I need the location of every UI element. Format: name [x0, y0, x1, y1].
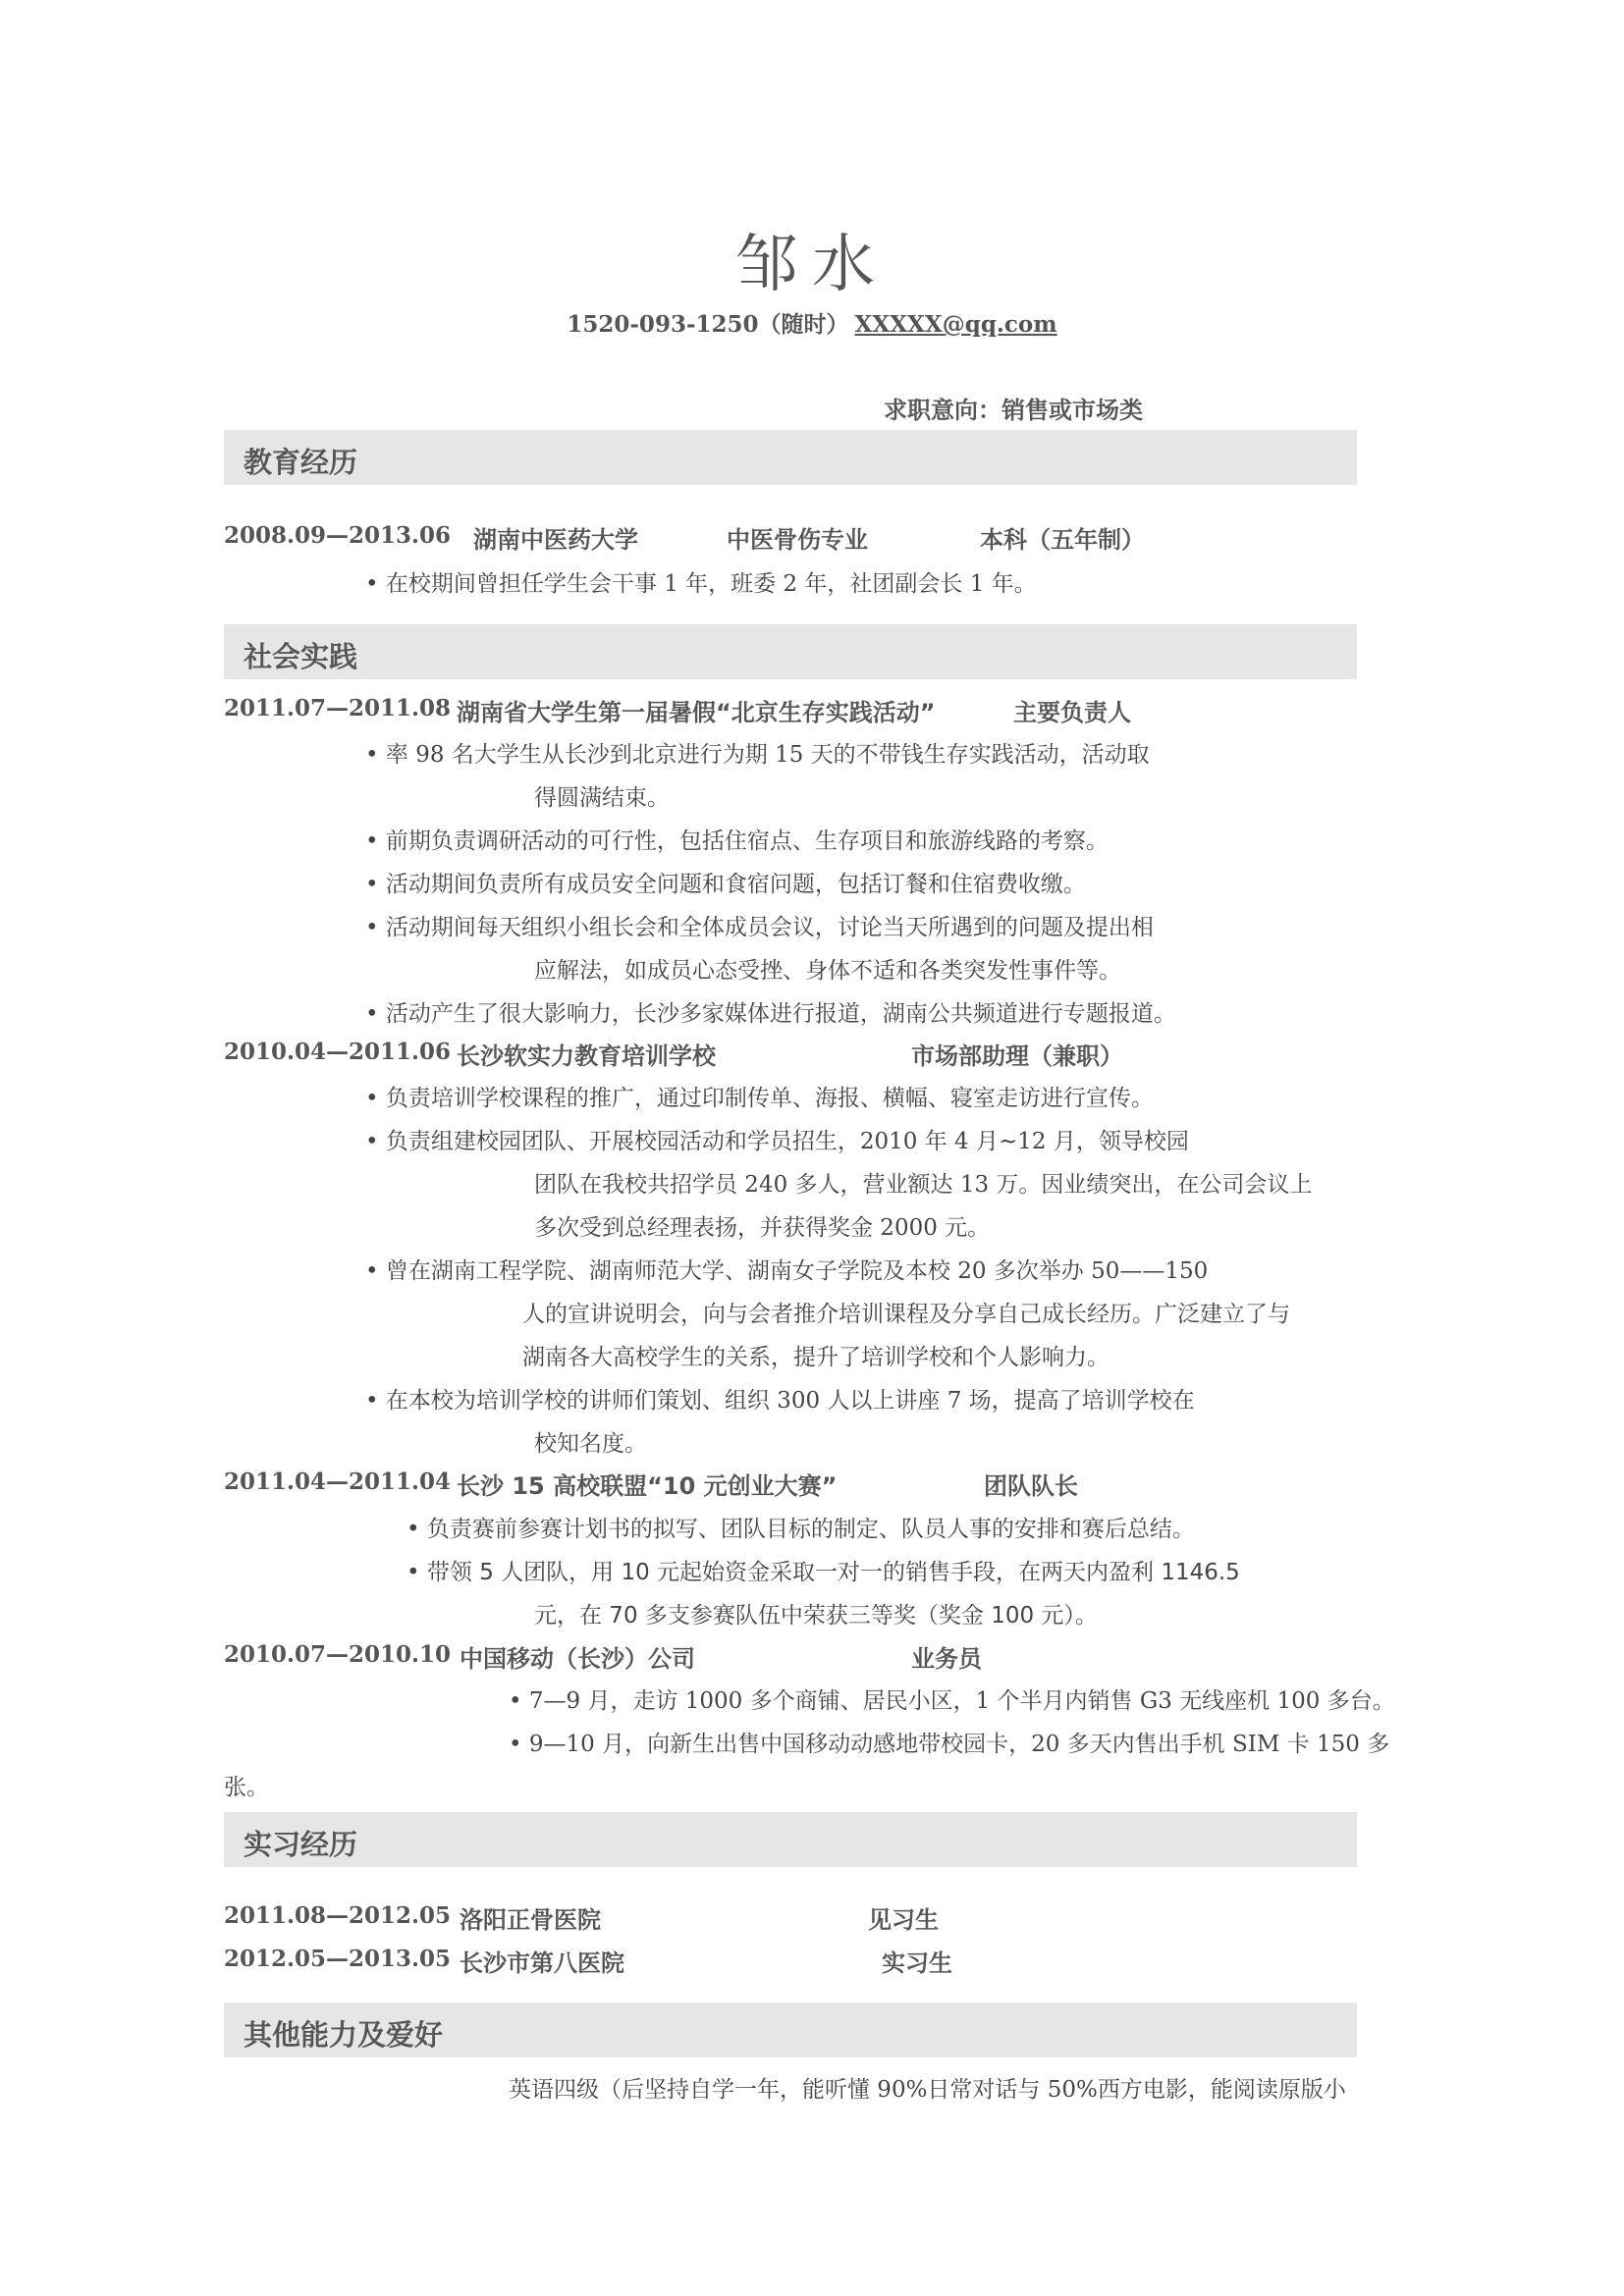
section-header-practice [224, 624, 1357, 679]
bullet-text: • 率 98 名大学生从长沙到北京进行为期 15 天的不带钱生存实践活动，活动取 [365, 742, 1150, 768]
bullet-text: • 负责赛前参赛计划书的拟写、团队目标的制定、队员人事的安排和赛后总结。 [406, 1517, 1195, 1542]
entry-date: 2011.04—2011.04 [224, 1468, 452, 1495]
email-link[interactable]: XXXXX@qq.com [854, 311, 1057, 338]
other-text: 英语四级（后坚持自学一年，能听懂 90%日常对话与 50%西方电影，能阅读原版小 [509, 2077, 1346, 2103]
entry-role: 团队队长 [984, 1472, 1078, 1500]
entry-org: 中国移动（长沙）公司 [460, 1645, 695, 1673]
candidate-name: 邹水 [735, 229, 889, 301]
bullet-text: • 在本校为培训学校的讲师们策划、组织 300 人以上讲座 7 场，提高了培训学校在 [365, 1388, 1195, 1414]
section-title: 社会实践 [244, 640, 358, 673]
bullet-text: • 负责培训学校课程的推广，通过印制传单、海报、横幅、寝室走访进行宣传。 [365, 1086, 1154, 1111]
bullet-continuation: 多次受到总经理表扬，并获得奖金 2000 元。 [534, 1215, 991, 1241]
section-title: 教育经历 [244, 446, 358, 479]
bullet-continuation: 应解法，如成员心态受挫、身体不适和各类突发性事件等。 [534, 958, 1121, 984]
entry-role: 实习生 [882, 1949, 952, 1977]
entry-date: 2010.04—2011.06 [224, 1039, 452, 1065]
job-intent: 求职意向：销售或市场类 [884, 397, 1143, 424]
bullet-text: • 9—10 月，向新生出售中国移动动感地带校园卡，20 多天内售出手机 SIM 卡 150 多 [509, 1732, 1390, 1757]
bullet-continuation: 得圆满结束。 [534, 785, 670, 811]
entry-org: 洛阳正骨医院 [460, 1906, 601, 1934]
bullet-text: • 带领 5 人团队，用 10 元起始资金采取一对一的销售手段，在两天内盈利 1146.5 [406, 1560, 1240, 1585]
section-header-internship [224, 1812, 1357, 1867]
entry-date: 2011.08—2012.05 [224, 1902, 452, 1929]
bullet-continuation: 人的宣讲说明会，向与会者推介培训课程及分享自己成长经历。广泛建立了与 [522, 1302, 1290, 1327]
bullet-text: • 负责组建校园团队、开展校园活动和学员招生，2010 年 4 月~12 月，领导校园 [365, 1129, 1189, 1154]
phone-number: 1520-093-1250（随时） [567, 311, 849, 338]
bullet-text: • 前期负责调研活动的可行性，包括住宿点、生存项目和旅游线路的考察。 [365, 828, 1109, 854]
entry-role: 业务员 [911, 1645, 982, 1673]
section-header-education [224, 430, 1357, 485]
bullet-continuation: 元，在 70 多支参赛队伍中荣获三等奖（奖金 100 元）。 [534, 1603, 1098, 1629]
bullet-text: • 活动产生了很大影响力，长沙多家媒体进行报道，湖南公共频道进行专题报道。 [365, 1001, 1176, 1027]
bullet-continuation: 团队在我校共招学员 240 多人，营业额达 13 万。因业绩突出，在公司会议上 [534, 1172, 1313, 1198]
entry-role: 市场部助理（兼职） [911, 1042, 1123, 1070]
entry-date: 2012.05—2013.05 [224, 1946, 452, 1972]
bullet-text: • 7—9 月，走访 1000 多个商铺、居民小区，1 个半月内销售 G3 无线座机 100 多台。 [509, 1688, 1395, 1714]
degree-name: 本科（五年制） [980, 526, 1145, 554]
section-header-other [224, 2002, 1357, 2057]
contact-line [0, 306, 1624, 339]
entry-org: 长沙软实力教育培训学校 [457, 1042, 716, 1070]
entry-org: 长沙市第八医院 [460, 1949, 624, 1977]
entry-role: 见习生 [868, 1906, 939, 1934]
bullet-text: • 活动期间每天组织小组长会和全体成员会议，讨论当天所遇到的问题及提出相 [365, 915, 1154, 940]
bullet-text: • 活动期间负责所有成员安全问题和食宿问题，包括订餐和住宿费收缴。 [365, 872, 1086, 897]
entry-org: 长沙 15 高校联盟“10 元创业大赛” [457, 1472, 838, 1500]
bullet-text: • 在校期间曾担任学生会干事 1 年，班委 2 年，社团副会长 1 年。 [365, 571, 1037, 597]
school-name: 湖南中医药大学 [473, 526, 638, 554]
entry-org: 湖南省大学生第一届暑假“北京生存实践活动” [457, 699, 936, 726]
entry-date: 2008.09—2013.06 [224, 522, 452, 549]
bullet-text: • 曾在湖南工程学院、湖南师范大学、湖南女子学院及本校 20 多次举办 50——150 [365, 1258, 1209, 1284]
bullet-continuation: 湖南各大高校学生的关系，提升了培训学校和个人影响力。 [522, 1345, 1110, 1370]
section-title: 其他能力及爱好 [244, 2018, 444, 2052]
entry-date: 2010.07—2010.10 [224, 1641, 452, 1668]
bullet-continuation: 张。 [224, 1775, 269, 1800]
major-name: 中医骨伤专业 [727, 526, 868, 554]
entry-date: 2011.07—2011.08 [224, 695, 452, 721]
entry-role: 主要负责人 [1013, 699, 1131, 726]
bullet-continuation: 校知名度。 [534, 1431, 647, 1457]
section-title: 实习经历 [244, 1828, 358, 1861]
